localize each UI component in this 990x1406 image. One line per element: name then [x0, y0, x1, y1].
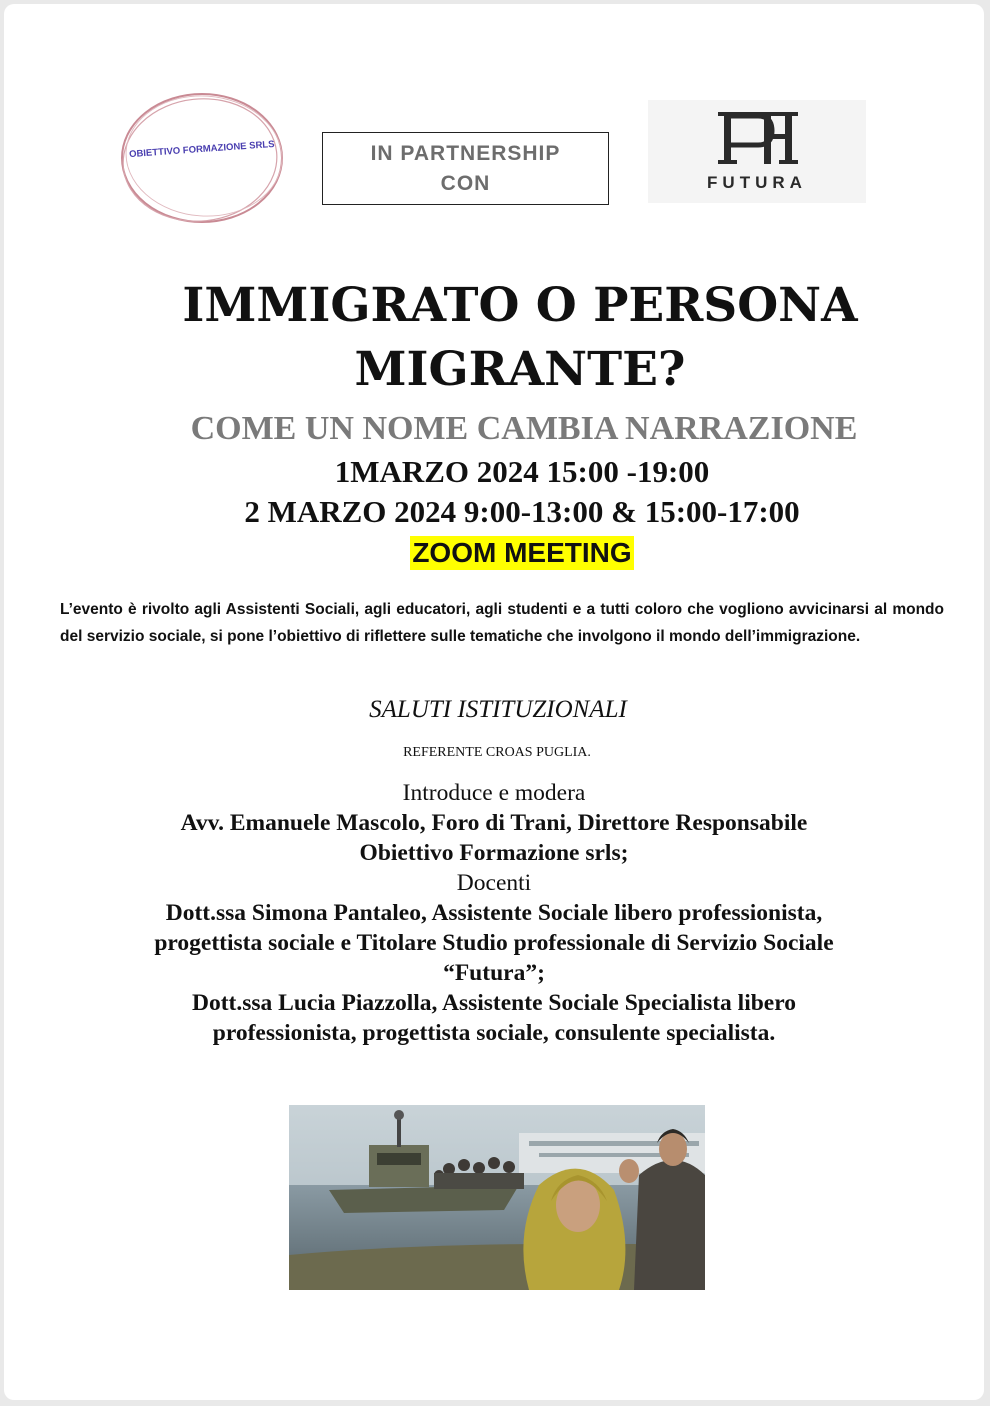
flyer-page [4, 4, 984, 1400]
speakers-block [4, 778, 984, 1048]
docente-2-line-2: professionista, progettista sociale, consulente specialista. [212, 1020, 776, 1046]
moderator-line-1: Avv. Emanuele Mascolo, Foro di Trani, Direttore Responsabile [180, 810, 808, 836]
intro-paragraph: L’evento è rivolto agli Assistenti Sociali, agli educatori, agli studenti e a tutti coloro che vogliono avvicinarsi al mondo del servizio sociale, si pone l’obiettivo di riflettere sulle tematiche che involgono il mondo dell’immigrazione. [60, 601, 944, 645]
obiettivo-formazione-logo [114, 88, 289, 228]
svg-text:OBIETTIVO FORMAZIONE SRLS: OBIETTIVO FORMAZIONE SRLS [128, 138, 275, 161]
docente-1-line-3: “Futura”; [443, 960, 545, 986]
platform-wrapper [4, 536, 984, 570]
event-title-line-1: IMMIGRATO O PERSONA [182, 278, 858, 333]
event-subtitle: COME UN NOME CAMBIA NARRAZIONE [190, 410, 858, 447]
partnership-box [322, 132, 609, 205]
event-title-line-2: MIGRANTE? [354, 342, 686, 397]
zoom-meeting-label: ZOOM MEETING [412, 537, 632, 568]
partnership-line-1: IN PARTNERSHIP [370, 141, 561, 165]
docente-1-line-2: progettista sociale e Titolare Studio professionale di Servizio Sociale [154, 930, 834, 956]
docente-2-line-1: Dott.ssa Lucia Piazzolla, Assistente Sociale Specialista libero [191, 990, 796, 1016]
migrants-boat-photo [289, 1105, 705, 1290]
futura-logo-text: FUTURA [707, 173, 807, 192]
introduce-label: Introduce e modera [402, 780, 586, 806]
docenti-label: Docenti [456, 870, 532, 896]
docente-1-line-1: Dott.ssa Simona Pantaleo, Assistente Sociale libero professionista, [165, 900, 823, 926]
futura-logo [648, 100, 866, 203]
moderator-line-2: Obiettivo Formazione srls; [359, 840, 629, 866]
date-day-2: 2 MARZO 2024 9:00-13:00 & 15:00-17:00 [244, 494, 800, 529]
saluti-heading: SALUTI ISTITUZIONALI [369, 696, 627, 723]
partnership-line-2: CON [440, 171, 491, 195]
date-day-1: 1MARZO 2024 15:00 -19:00 [334, 454, 710, 489]
referente-line: REFERENTE CROAS PUGLIA. [403, 745, 591, 760]
